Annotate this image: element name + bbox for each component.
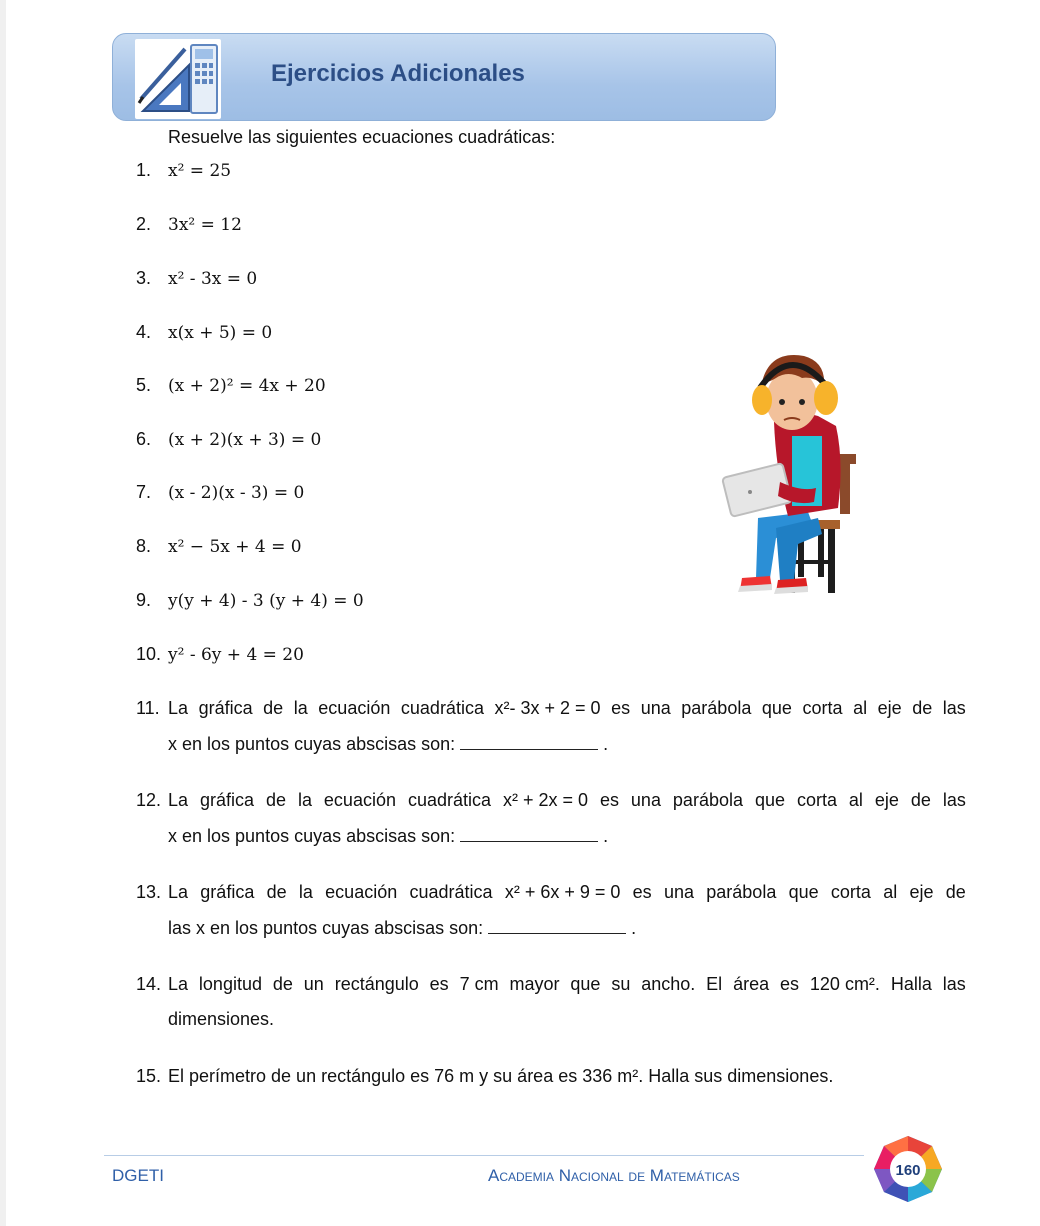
problem-text: de [272, 974, 293, 994]
equation-expression: (x + 2)(x + 3) = 0 [168, 430, 322, 450]
problem-text: . [598, 826, 609, 846]
equation-item [136, 160, 231, 186]
problem-text: área [733, 974, 770, 994]
equation-expression: x² = 25 [168, 161, 232, 181]
footer-divider [104, 1155, 864, 1156]
page-number: 160 [895, 1162, 921, 1179]
problem-text: un [303, 974, 324, 994]
equation-expression: y² - 6y + 4 = 20 [168, 645, 304, 665]
problem-text: mayor [509, 974, 560, 994]
problem-text: es [611, 698, 631, 718]
equation-item [136, 482, 304, 508]
problem-text: corta [796, 790, 837, 810]
problem-text: es [599, 790, 619, 810]
problem-text: que [570, 974, 601, 994]
banner-title: Ejercicios Adicionales [271, 60, 525, 87]
problem-text: que [754, 790, 785, 810]
item-number: 14. [136, 974, 162, 994]
equation-item [136, 429, 321, 455]
problem-text: la [298, 882, 313, 902]
footer-academy: Academia Nacional de Matemáticas [488, 1166, 740, 1185]
problem-text: El [706, 974, 723, 994]
problem-text: que [761, 698, 792, 718]
item-number: 9. [136, 590, 152, 610]
problem-text: las x en los puntos cuyas abscisas son: [168, 918, 489, 938]
equation-item [136, 590, 364, 616]
problem-text: que [788, 882, 819, 902]
equation-expression: x² − 5x + 4 = 0 [168, 537, 302, 557]
answer-blank[interactable] [460, 733, 598, 750]
problem-text: cuadrática [400, 698, 484, 718]
problem-text: una [640, 698, 671, 718]
problem-text: eje [909, 882, 934, 902]
item-number: 15. [136, 1066, 162, 1086]
problem-text: El perímetro de un rectángulo es 76 m y su área es 336 m². Halla sus dimensiones. [168, 1066, 834, 1086]
equation-expression: (x + 2)² = 4x + 20 [168, 376, 326, 396]
problem-text: de [912, 698, 933, 718]
instructions: Resuelve las siguientes ecuaciones cuadráticas: [168, 127, 556, 147]
problem-text: gráfica [198, 698, 253, 718]
problem-text: x en los puntos cuyas abscisas son: [168, 734, 461, 754]
problem-text: parábola [681, 698, 752, 718]
equation-expression: x² - 3x = 0 [168, 269, 258, 289]
equation-item [136, 375, 326, 401]
problem-text: x²- 3x + 2 = 0 [494, 698, 601, 718]
problem-text: La [168, 974, 189, 994]
equation-expression: y(y + 4) - 3 (y + 4) = 0 [168, 591, 364, 611]
problem-text: las [942, 698, 966, 718]
item-number: 6. [136, 429, 152, 449]
problem-text: x² + 2x = 0 [502, 790, 588, 810]
problem-text: eje [874, 790, 899, 810]
problem-text: las [942, 790, 966, 810]
problem-text: gráfica [199, 790, 255, 810]
word-problem [136, 790, 966, 847]
ruler-calculator-icon [135, 39, 221, 119]
problem-text: La [168, 790, 189, 810]
problem-text: parábola [672, 790, 743, 810]
problem-text: de [265, 790, 286, 810]
equation-expression: x(x + 5) = 0 [168, 323, 273, 343]
item-number: 3. [136, 268, 152, 288]
word-problem [136, 974, 966, 1030]
problem-text: 120 cm². [809, 974, 880, 994]
answer-blank[interactable] [488, 917, 626, 934]
problem-text: la [293, 698, 308, 718]
item-number: 12. [136, 790, 162, 810]
word-problem [136, 882, 966, 939]
problem-text: dimensiones. [168, 1009, 275, 1029]
problem-text: gráfica [200, 882, 255, 902]
problem-text: 7 cm [459, 974, 499, 994]
problem-text: x en los puntos cuyas abscisas son: [168, 826, 461, 846]
problem-text: . [598, 734, 609, 754]
item-number: 13. [136, 882, 162, 902]
word-problem [136, 1066, 966, 1087]
problem-text: Halla [890, 974, 932, 994]
problem-text: de [910, 790, 931, 810]
problem-text: ancho. [641, 974, 696, 994]
problem-text: de [266, 882, 287, 902]
problem-text: la [297, 790, 312, 810]
student-with-laptop-illustration [718, 342, 868, 604]
equation-item [136, 536, 302, 562]
word-problem [136, 698, 966, 755]
equation-item [136, 644, 304, 670]
item-number: 2. [136, 214, 152, 234]
problem-text: . [626, 918, 637, 938]
item-number: 8. [136, 536, 152, 556]
item-number: 10. [136, 644, 162, 664]
problem-text: corta [830, 882, 871, 902]
problem-text: una [630, 790, 661, 810]
page-number-badge [872, 1134, 944, 1204]
problem-text: de [945, 882, 966, 902]
equation-item [136, 214, 242, 240]
problem-text: rectángulo [334, 974, 419, 994]
section-banner [112, 33, 776, 121]
item-number: 5. [136, 375, 152, 395]
problem-text: es [780, 974, 800, 994]
problem-text: cuadrática [409, 882, 493, 902]
item-number: 4. [136, 322, 152, 342]
problem-text: longitud [198, 974, 262, 994]
problem-text: La [168, 698, 189, 718]
problem-text: su [611, 974, 631, 994]
answer-blank[interactable] [460, 825, 598, 842]
equation-expression: 3x² = 12 [168, 215, 242, 235]
problem-text: ecuación [325, 882, 398, 902]
equation-expression: (x - 2)(x - 3) = 0 [168, 483, 305, 503]
problem-text: cuadrática [407, 790, 491, 810]
item-number: 7. [136, 482, 152, 502]
problem-text: es [632, 882, 652, 902]
footer-institution: DGETI [112, 1166, 164, 1185]
page-edge [0, 0, 6, 1226]
problem-text: eje [877, 698, 902, 718]
problem-text: al [853, 698, 868, 718]
equation-item [136, 322, 272, 348]
problem-text: las [942, 974, 966, 994]
item-number: 11. [136, 698, 160, 718]
problem-text: La [168, 882, 189, 902]
problem-text: ecuación [323, 790, 396, 810]
item-number: 1. [136, 160, 152, 180]
problem-text: x² + 6x + 9 = 0 [504, 882, 621, 902]
problem-text: es [429, 974, 449, 994]
equation-item [136, 268, 257, 294]
problem-text: parábola [706, 882, 777, 902]
problem-text: al [848, 790, 863, 810]
problem-text: de [263, 698, 284, 718]
problem-text: una [663, 882, 694, 902]
problem-text: al [883, 882, 898, 902]
problem-text: corta [802, 698, 843, 718]
problem-text: ecuación [318, 698, 391, 718]
